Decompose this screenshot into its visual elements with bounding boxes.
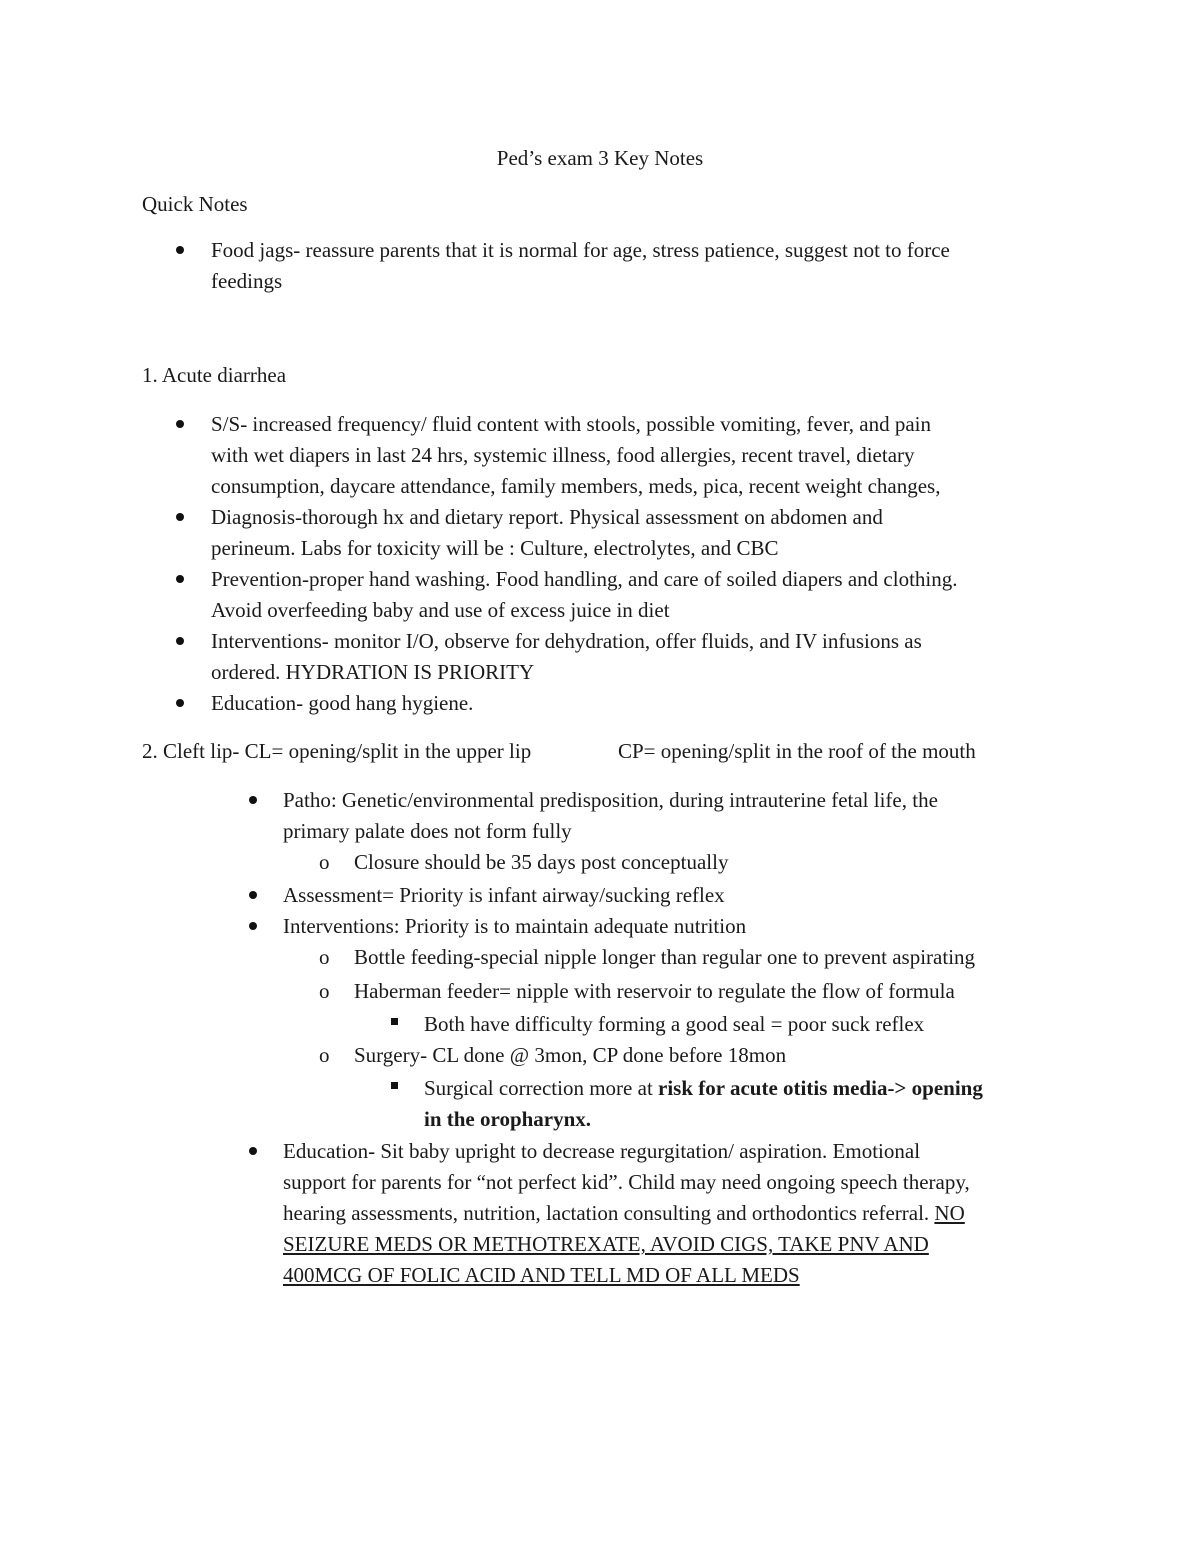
list-item: S/S- increased frequency/ fluid content with stools, possible vomiting, fever, and pain	[211, 412, 932, 436]
list-item: Assessment= Priority is infant airway/sucking reflex	[283, 883, 725, 907]
bullet-icon	[176, 420, 184, 428]
list-item-cont: perineum. Labs for toxicity will be : Culture, electrolytes, and CBC	[211, 536, 779, 560]
sub-list-item: Closure should be 35 days post conceptually	[354, 850, 729, 874]
list-item-cont: support for parents for “not perfect kid”. Child may need ongoing speech therapy,	[283, 1170, 970, 1194]
list-item-cont: feedings	[211, 269, 283, 293]
sub-bullet-icon: o	[319, 979, 330, 1003]
sub-list-item: Surgery- CL done @ 3mon, CP done before 18mon	[354, 1043, 787, 1067]
sub-bullet-icon: o	[319, 1043, 330, 1067]
list-item-cont-underlined: 400MCG OF FOLIC ACID AND TELL MD OF ALL MEDS	[283, 1263, 800, 1287]
list-item-cont: ordered. HYDRATION IS PRIORITY	[211, 660, 535, 684]
list-item: Education- Sit baby upright to decrease regurgitation/ aspiration. Emotional	[283, 1139, 921, 1163]
sub-sub-list-item-cont: in the oropharynx.	[424, 1107, 592, 1131]
sub-sub-list-item: Both have difficulty forming a good seal = poor suck reflex	[424, 1012, 925, 1036]
page-title: Ped’s exam 3 Key Notes	[496, 146, 704, 170]
square-bullet-icon	[391, 1082, 398, 1089]
list-item-cont: primary palate does not form fully	[283, 819, 572, 843]
sub-list-item: Haberman feeder= nipple with reservoir to regulate the flow of formula	[354, 979, 955, 1003]
list-item: Interventions: Priority is to maintain adequate nutrition	[283, 914, 747, 938]
section-heading-diarrhea: 1. Acute diarrhea	[142, 363, 287, 387]
bullet-icon	[176, 699, 184, 707]
surgical-bold-text: risk for acute otitis media-> opening	[658, 1076, 983, 1100]
section-heading-cleft-lip: 2. Cleft lip- CL= opening/split in the upper lip	[142, 739, 532, 763]
bullet-icon	[176, 575, 184, 583]
square-bullet-icon	[391, 1018, 398, 1025]
quick-notes-heading: Quick Notes	[142, 192, 248, 216]
list-item-cont	[283, 1198, 965, 1229]
section-heading-cleft-palate: CP= opening/split in the roof of the mouth	[618, 739, 976, 763]
list-item: Prevention-proper hand washing. Food handling, and care of soiled diapers and clothing.	[211, 567, 958, 591]
sub-list-item: Bottle feeding-special nipple longer than regular one to prevent aspirating	[354, 945, 976, 969]
list-item-cont: consumption, daycare attendance, family members, meds, pica, recent weight changes,	[211, 474, 941, 498]
bullet-icon	[176, 246, 184, 254]
list-item-cont: Avoid overfeeding baby and use of excess juice in diet	[211, 598, 670, 622]
sub-sub-list-item	[424, 1073, 983, 1104]
surgical-text: Surgical correction more at	[424, 1076, 659, 1100]
education-underlined-text: NO	[934, 1201, 965, 1225]
list-item: Interventions- monitor I/O, observe for dehydration, offer fluids, and IV infusions as	[211, 629, 922, 653]
bullet-icon	[249, 922, 257, 930]
list-item: Patho: Genetic/environmental predisposition, during intrauterine fetal life, the	[283, 788, 938, 812]
bullet-icon	[176, 513, 184, 521]
bullet-icon	[176, 637, 184, 645]
list-item: Diagnosis-thorough hx and dietary report. Physical assessment on abdomen and	[211, 505, 883, 529]
list-item: Food jags- reassure parents that it is normal for age, stress patience, suggest not to force	[211, 238, 950, 262]
bullet-icon	[249, 796, 257, 804]
education-text: hearing assessments, nutrition, lactation consulting and orthodontics referral.	[283, 1201, 935, 1225]
sub-bullet-icon: o	[319, 945, 330, 969]
list-item-cont-underlined: SEIZURE MEDS OR METHOTREXATE, AVOID CIGS, TAKE PNV AND	[283, 1232, 929, 1256]
list-item-cont: with wet diapers in last 24 hrs, systemic illness, food allergies, recent travel, dietary	[211, 443, 915, 467]
sub-bullet-icon: o	[319, 850, 330, 874]
list-item: Education- good hang hygiene.	[211, 691, 474, 715]
bullet-icon	[249, 891, 257, 899]
bullet-icon	[249, 1147, 257, 1155]
